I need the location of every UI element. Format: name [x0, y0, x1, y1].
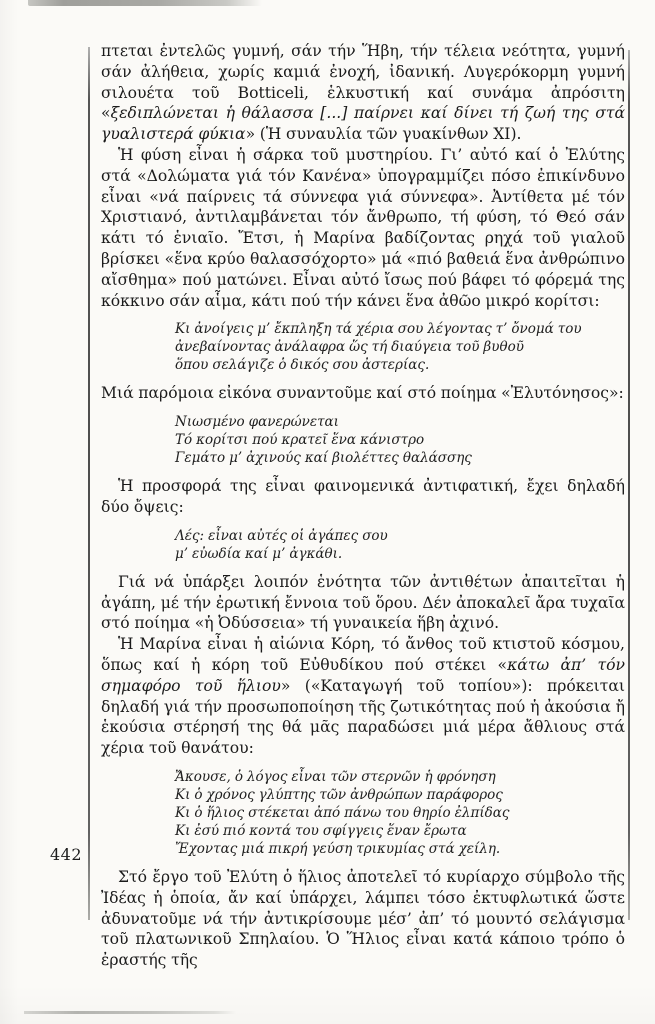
verse-line: Τό κορίτσι πού κρατεῖ ἕνα κάνιστρο — [175, 432, 425, 449]
verse-line: Κι ἀνοίγεις μ’ ἔκπληξη τά χέρια σου λέγοντας τ’ ὄνομά του — [175, 321, 582, 338]
verse-line: Νιωσμένο φανερώνεται — [175, 414, 339, 431]
paragraph: Ἡ φύση εἶναι ἡ σάρκα τοῦ μυστηρίου. Γι’ αὐτό καί ὁ Ἐλύτης στά «Δολώματα γιά τόν Κανένα» ὑπογραμμίζει πόσο ἐπικίνδυνο εἶναι «νά παίρνεις τά σύννεφα γιά σύννεφα». Ἀντίθετα μέ τόν Χριστιανό, ἀντιλαμβάνεται τόν ἄνθρωπο, τή φύση, τό Θεό σάν κάτι τό ἑνιαῖο. Ἔτσι, ἡ Μαρίνα βαδίζοντας ρηχά τοῦ γιαλοῦ βρίσκει «ἕνα κρύο θαλασσόχορτο» μά «πιό βαθειά ἕνα ἀνθρώπινο αἴσθημα» πού ματώνει. Εἶναι αὐτό ἴσως πού βάφει τό φόρεμά της κόκκινο σάν αἷμα, κάτι πού τήν κάνει ἕνα ἀθῶο μικρό κορίτσι: — [101, 145, 625, 310]
verse-quote — [175, 527, 625, 563]
paragraph — [101, 634, 625, 759]
verse-line: Ἄκουσε, ὁ λόγος εἶναι τῶν στερνῶν ἡ φρόνηση — [175, 768, 496, 785]
paragraph: Γιά νά ὑπάρξει λοιπόν ἑνότητα τῶν ἀντιθέτων ἀπαιτεῖται ἡ ἀγάπη, μέ τήν ἐρωτική ἔννοια τοῦ ὅρου. Δέν ἀποκαλεῖ ἄρα τυχαῖα στό ποίημα «ἡ Ὀδύσσεια» τή γυναικεία ἥβη ἀχινό. — [101, 572, 625, 633]
verse-line: Κι ὁ ἥλιος στέκεται ἀπό πάνω του θηρίο ἐλπίδας — [175, 804, 510, 821]
text-column — [101, 41, 625, 971]
verse-line: ἀνεβαίνοντας ἀνάλαφρα ὥς τή διαύγεια τοῦ βυθοῦ — [175, 339, 524, 356]
paragraph: Μιά παρόμοια εἰκόνα συναντοῦμε καί στό ποίημα «Ἐλυτόνησος»: — [101, 384, 624, 403]
text-segment: Ἡ Μαρίνα εἶναι ἡ αἰώνια Κόρη, τό ἄνθος τοῦ κτιστοῦ κόσμου, ὅπως καί ἡ κόρη τοῦ Εὐθυδίκου πού στέκει « — [101, 635, 625, 674]
text-segment: » (Ἡ συναυλία τῶν γυακίνθων XI). — [245, 125, 522, 144]
verse-line: ὅπου σελάγιζε ὁ δικός σου ἀστερίας. — [175, 357, 430, 374]
verse-line: Κι ἐσύ πιό κοντά του σφίγγεις ἕναν ἔρωτα — [175, 822, 467, 839]
verse-line: Λές: εἶναι αὐτές οἱ ἀγάπες σου — [175, 527, 388, 544]
quoted-italic-text: κάτω ἀπ’ τόν σημαφόρο τοῦ ἥλιου — [101, 655, 625, 695]
verse-line: Γεμάτο μ’ ἀχινούς καί βιολέττες θαλάσσης — [175, 450, 472, 467]
left-margin-rule — [88, 47, 90, 920]
verse-quote — [175, 768, 625, 858]
text-segment: » («Καταγωγή τοῦ τοπίου»): πρόκειται δηλαδή γιά τήν προσωποποίηση τῆς ζωτικότητας πού ἡ ἀκούσια ἤ ἑκούσια στέρησή της θά μᾶς παραδώσει μιά μέρα ἄθλιους στά χέρια τοῦ θανάτου: — [101, 676, 626, 758]
verse-line: μ’ εὐωδία καί μ’ ἀγκάθι. — [175, 545, 343, 562]
quoted-italic-text: ξεδιπλώνεται ἡ θάλασσα [...] παίρνει καί δίνει τή ζωή της στά γυαλιστερά φύκια — [101, 104, 625, 144]
paragraph: Στό ἔργο τοῦ Ἐλύτη ὁ ἥλιος ἀποτελεῖ τό κυρίαρχο σύμβολο τῆς Ἰδέας ἡ ὁποία, ἄν καί ὑπάρχει, λάμπει τόσο ἐκτυφλωτικά ὥστε ἀδυνατοῦμε νά τήν ἀντικρίσουμε μέσ’ ἀπ’ τό μουντό σελάγισμα τοῦ πλατωνικοῦ Σπηλαίου. Ὁ Ἥλιος εἶναι κατά κάποιο τρόπο ὁ ἐραστής τῆς — [101, 867, 625, 970]
verse-quote — [175, 413, 625, 467]
right-margin-rule — [628, 50, 630, 920]
verse-line: Ἔχοντας μιά πικρή γεύση τρικυμίας στά χείλη. — [175, 840, 501, 857]
paragraph: Ἡ προσφορά της εἶναι φαινομενικά ἀντιφατική, ἔχει δηλαδή δύο ὄψεις: — [101, 477, 625, 516]
page-number: 442 — [50, 845, 83, 864]
text-segment: πτεται ἐντελῶς γυμνή, σάν τήν Ἥβη, τήν τέλεια νεότητα, γυμνή σάν ἀλήθεια, χωρίς καμιά ἐνοχή, ἰδανική. Λυγερόκορμη γυμνή σιλουέτα τοῦ Botticeli, ἑλκυστική καί συνάμα ἀπρόσιτη « — [101, 42, 625, 123]
paragraph — [101, 41, 625, 145]
scan-artifact-top — [28, 0, 262, 6]
verse-line: Κι ὁ χρόνος γλύπτης τῶν ἀνθρώπων παράφορος — [175, 786, 503, 803]
scan-artifact-bottom — [24, 1011, 236, 1014]
verse-quote — [175, 320, 625, 374]
